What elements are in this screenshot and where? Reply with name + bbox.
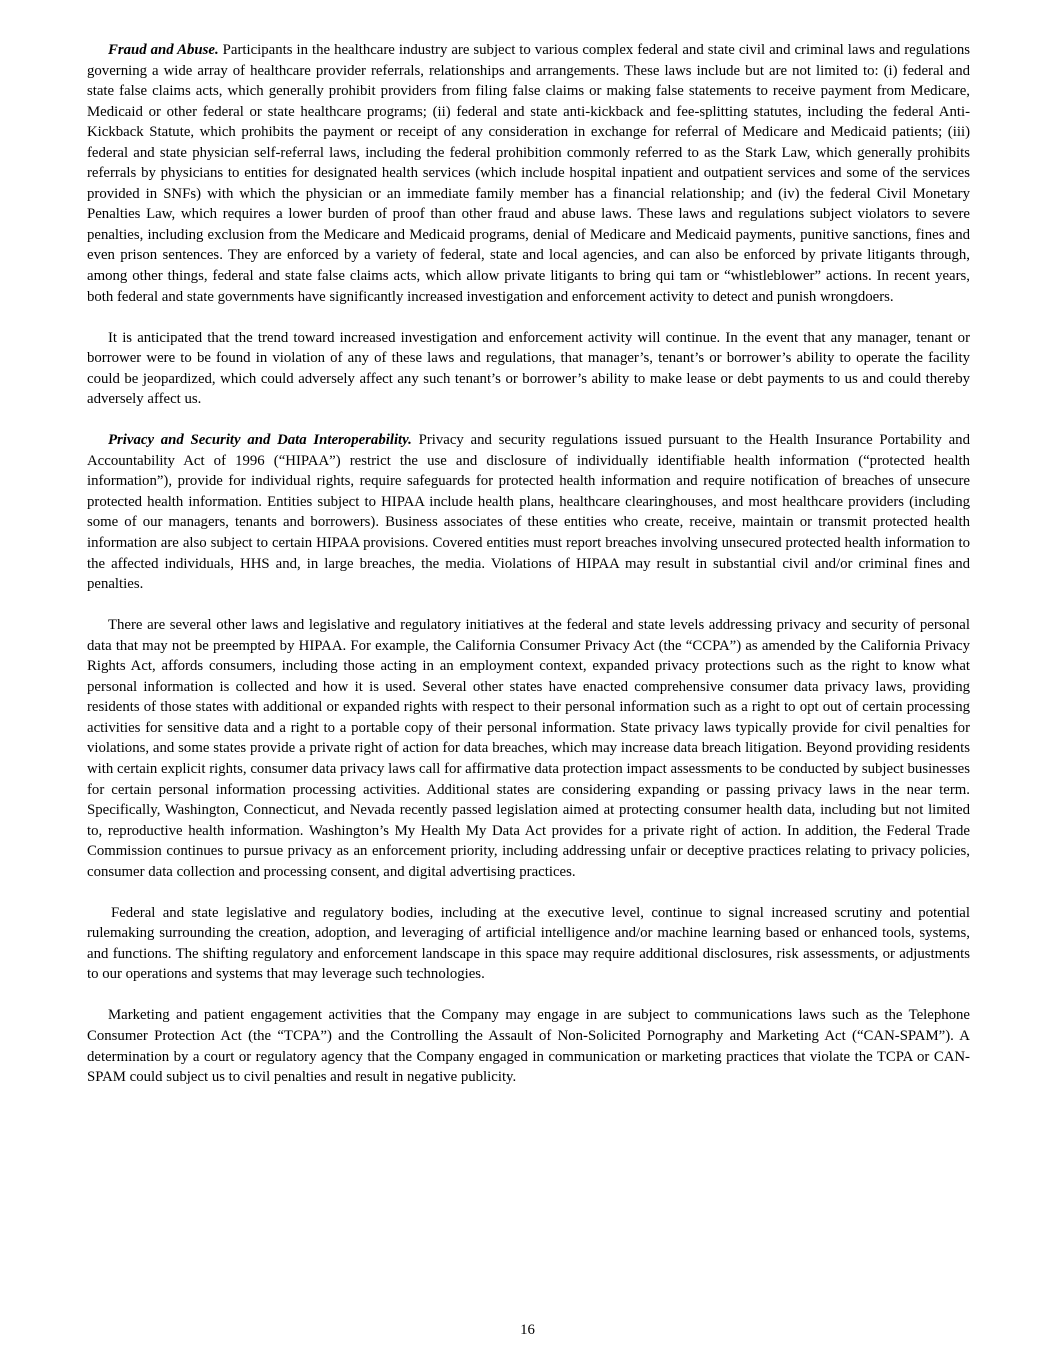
section-heading-privacy-security: Privacy and Security and Data Interoperability. (108, 432, 412, 449)
page-number: 16 (520, 1322, 535, 1338)
paragraph-privacy-security (87, 430, 970, 594)
document-body (87, 40, 970, 1108)
paragraph-fraud-and-abuse (87, 40, 970, 307)
paragraph-text: Federal and state legislative and regulatory bodies, including at the executive level, continue to signal increased scrutiny and potential rulemaking surrounding the creation, adoption, and leveraging of artificial intelligence and/or machine learning based or enhanced tools, systems, and functions. The shifting regulatory and enforcement landscape in this space may require additional disclosures, risk assessments, or adjustments to our operations and systems that may leverage such technologies. (87, 904, 970, 983)
paragraph-text: Marketing and patient engagement activities that the Company may engage in are subject to communications laws such as the Telephone Consumer Protection Act (the “TCPA”) and the Controlling the Assault of Non-Solicited Pornography and Marketing Act (“CAN-SPAM”). A determination by a court or regulatory agency that the Company engaged in communication or marketing practices that violate the TCPA or CAN-SPAM could subject us to civil penalties and result in negative publicity. (87, 1007, 970, 1086)
paragraph-text: There are several other laws and legislative and regulatory initiatives at the federal and state levels addressing privacy and security of personal data that may not be preempted by HIPAA. For example, the California Consumer Privacy Act (the “CCPA”) as amended by the California Privacy Rights Act, affords consumers, including those acting in an employment context, expanded privacy protections such as the right to know what personal information is collected and how it is used. Several other states have enacted comprehensive consumer data privacy laws, providing residents of those states with additional or expanded rights with respect to their personal information such as a right to opt out of certain processing activities for sensitive data and a right to a portable copy of their personal information. State privacy laws typically provide for civil penalties for violations, and some states provide a private right of action for data breaches, which may increase data breach litigation. Beyond providing residents with certain explicit rights, consumer data privacy laws call for affirmative data protection impact assessments to be conducted by subject businesses for certain personal information processing activities. Additional states are considering expanding or passing privacy laws in the near term. Specifically, Washington, Connecticut, and Nevada recently passed legislation aimed at protecting consumer health data, including but not limited to, reproductive health information. Washington’s My Health My Data Act provides for a private right of action. In addition, the Federal Trade Commission continues to pursue privacy as an enforcement priority, including addressing unfair or deceptive practices relating to privacy policies, consumer data collection and processing consent, and digital advertising practices. (87, 617, 970, 880)
paragraph-text: Participants in the healthcare industry are subject to various complex federal and state civil and criminal laws and regulations governing a wide array of healthcare provider referrals, relationships and arrangements. These laws include but are not limited to: (i) federal and state false claims acts, which generally prohibit providers from filing false claims or making false statements to receive payment from Medicare, Medicaid or other federal or state healthcare programs; (ii) federal and state anti-kickback and fee-splitting statutes, including the federal Anti-Kickback Statute, which prohibits the payment or receipt of any consideration in exchange for referral of Medicare and Medicaid patients; (iii) federal and state physician self-referral laws, including the federal prohibition commonly referred to as the Stark Law, which generally prohibits referrals by physicians to entities for designated health services (which include hospital inpatient and outpatient services and some of the services provided in SNFs) with which the physician or an immediate family member has a financial relationship; and (iv) the federal Civil Monetary Penalties Law, which requires a lower burden of proof than other fraud and abuse laws. These laws and regulations subject violators to severe penalties, including exclusion from the Medicare and Medicaid programs, denial of Medicare and Medicaid payments, punitive sanctions, fines and even prison sentences. They are enforced by a variety of federal, state and local agencies, and can also be enforced by private litigants through, among other things, federal and state false claims acts, which allow private litigants to bring qui tam or “whistleblower” actions. In recent years, both federal and state governments have significantly increased investigation and enforcement activity to detect and punish wrongdoers. (87, 42, 970, 305)
paragraph-text: It is anticipated that the trend toward increased investigation and enforcement activity will continue. In the event that any manager, tenant or borrower were to be found in violation of any of these laws and regulations, that manager’s, tenant’s or borrower’s ability to operate the facility could be jeopardized, which could adversely affect any such tenant’s or borrower’s ability to make lease or debt payments to us and could thereby adversely affect us. (87, 329, 970, 408)
paragraph-artificial-intelligence (87, 903, 970, 985)
paragraph-text: Privacy and security regulations issued pursuant to the Health Insurance Portability and Accountability Act of 1996 (“HIPAA”) restrict the use and disclosure of individually identifiable health information (“protected health information”), provide for individual rights, require safeguards for protected health information and require notification of breaches of unsecure protected health information. Entities subject to HIPAA include health plans, healthcare clearinghouses, and most healthcare providers (including some of our managers, tenants and borrowers). Business associates of these entities who create, receive, maintain or transmit protected health information are also subject to certain HIPAA provisions. Covered entities must report breaches involving unsecured protected health information to the affected individuals, HHS and, in large breaches, the media. Violations of HIPAA may result in substantial civil and/or criminal fines and penalties. (87, 432, 970, 593)
paragraph-enforcement-trend (87, 328, 970, 410)
paragraph-other-privacy-laws (87, 615, 970, 882)
paragraph-marketing (87, 1005, 970, 1087)
section-heading-fraud-and-abuse: Fraud and Abuse. (108, 42, 219, 58)
